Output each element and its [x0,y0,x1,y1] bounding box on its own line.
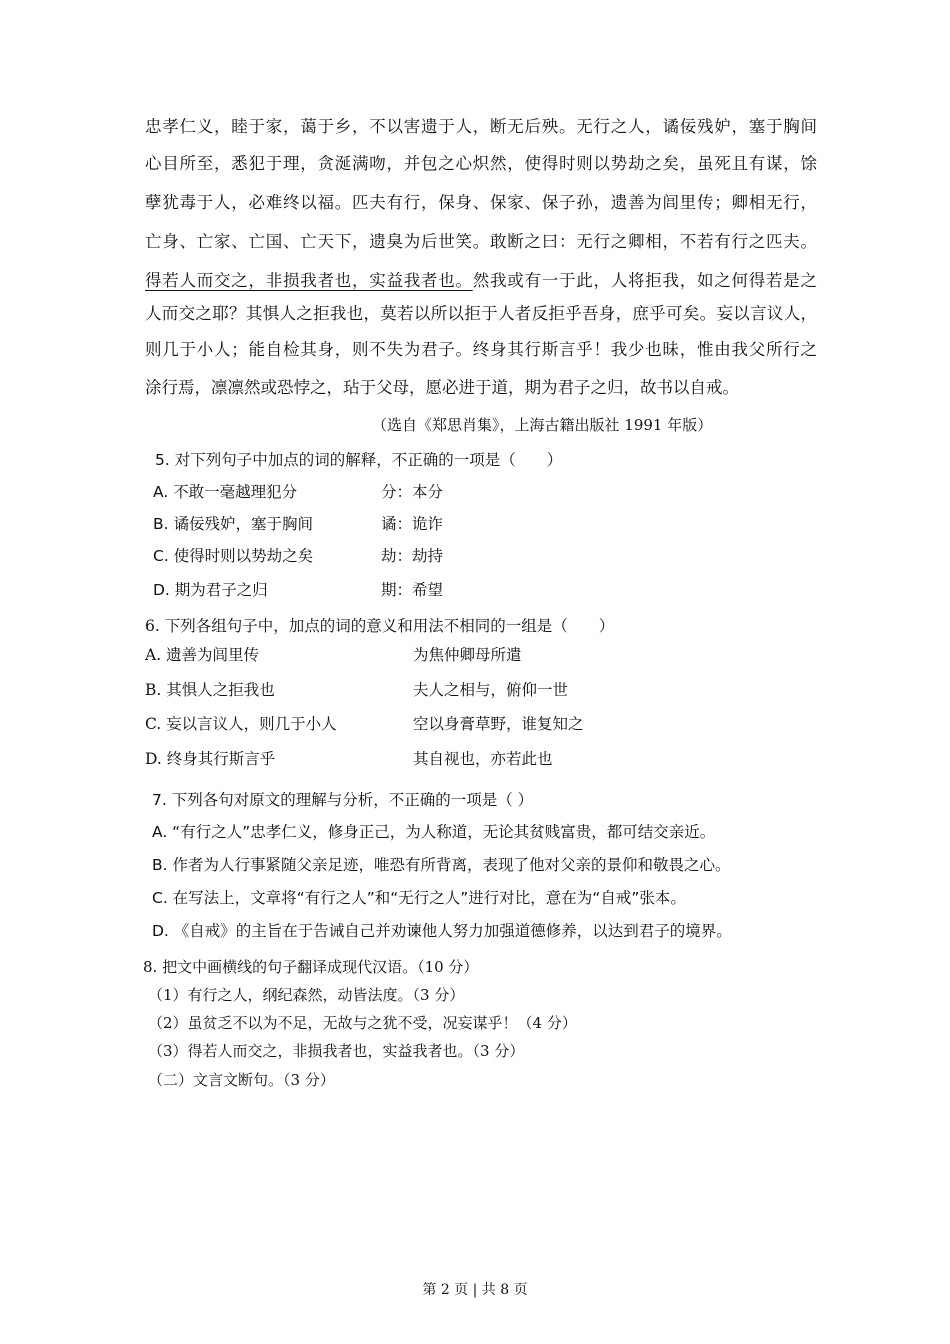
q8-item: （2）虽贫乏不以为不足，无故与之犹不受，况妄谋乎！（4 分） [148,1014,577,1032]
q7-stem: 7. 下列各句对原文的理解与分析，不正确的一项是（ ） [152,791,534,809]
q7-option: A. “有行之人”忠孝仁义，修身正己，为人称道，无论其贫贱富贵，都可结交亲近。 [152,823,716,841]
q7-option: D. 《自戒》的主旨在于告诫自己并劝谏他人努力加强道德修养，以达到君子的境界。 [152,922,732,940]
q7-option: B. 作者为人行事紧随父亲足迹，唯恐有所背离，表现了他对父亲的景仰和敬畏之心。 [152,856,731,874]
page-footer: 第 2 页 | 共 8 页 [422,1282,528,1298]
passage-line: 则几于小人；能自检其身，则不失为君子。终身其行斯言乎！我少也昧，惟由我父所行之 [145,340,817,359]
underlined-sentence: 得若人而交之，非损我者也，实益我者也。 [145,271,473,290]
q5-option: C. 使得时则以势劫之矣 劫：劫持 [153,547,444,565]
passage-line: 涂行焉，凛凛然或恐悖之，玷于父母，愿必进于道，期为君子之归，故书以自戒。 [145,378,739,397]
passage-line: 孽犹毒于人，必难终以福。匹夫有行，保身、保家、保子孙，遗善为闾里传；卿相无行， [145,193,817,212]
q6-option: A. 遗善为闾里传 为焦仲卿母所遣 [145,646,522,664]
q5-stem: 5. 对下列句子中加点的词的解释，不正确的一项是（ ） [155,451,563,469]
q8-stem: 8. 把文中画横线的句子翻译成现代汉语。（10 分） [143,958,479,976]
q8-item: （1）有行之人，纲纪森然，动皆法度。（3 分） [148,986,465,1004]
q6-stem: 6. 下列各组句子中，加点的词的意义和用法不相同的一组是（ ） [145,617,615,635]
q5-option: A. 不敢一毫越理犯分 分：本分 [153,483,444,501]
q5-option: D. 期为君子之归 期：希望 [153,581,444,599]
passage-line: 忠孝仁义，睦于家，蔼于乡，不以害遗于人，断无后殃。无行之人，谲佞残妒，塞于胸间 [145,117,817,136]
q5-option: B. 谲佞残妒，塞于胸间 谲：诡诈 [153,515,444,533]
section-2-heading: （二）文言文断句。（3 分） [148,1071,335,1089]
passage-source: （选自《郑思肖集》，上海古籍出版社 1991 年版） [372,416,713,434]
passage-line: 得若人而交之，非损我者也，实益我者也。然我或有一于此，人将拒我，如之何得若是之 [145,271,817,290]
q7-option: C. 在写法上，文章将“有行之人”和“无行之人”进行对比，意在为“自戒”张本。 [152,889,686,907]
passage-line: 人而交之耶？其惧人之拒我也，莫若以所以拒于人者反拒乎吾身，庶乎可矣。妄以言议人， [145,304,817,323]
q8-item: （3）得若人而交之，非损我者也，实益我者也。（3 分） [148,1042,525,1060]
q6-option: C. 妄以言议人，则几于小人 空以身膏草野，谁复知之 [145,715,584,733]
passage-line: 亡身、亡家、亡国、亡天下，遗臭为后世笑。敢断之曰：无行之卿相，不若有行之匹夫。 [145,232,817,251]
q6-option: B. 其惧人之拒我也 夫人之相与，俯仰一世 [145,681,569,699]
q6-option: D. 终身其行斯言乎 其自视也，亦若此也 [145,750,553,768]
passage-line: 心目所至，悉犯于理，贪涎满吻，并包之心炽然，使得时则以势劫之矣，虽死且有谋，馀 [145,154,817,173]
